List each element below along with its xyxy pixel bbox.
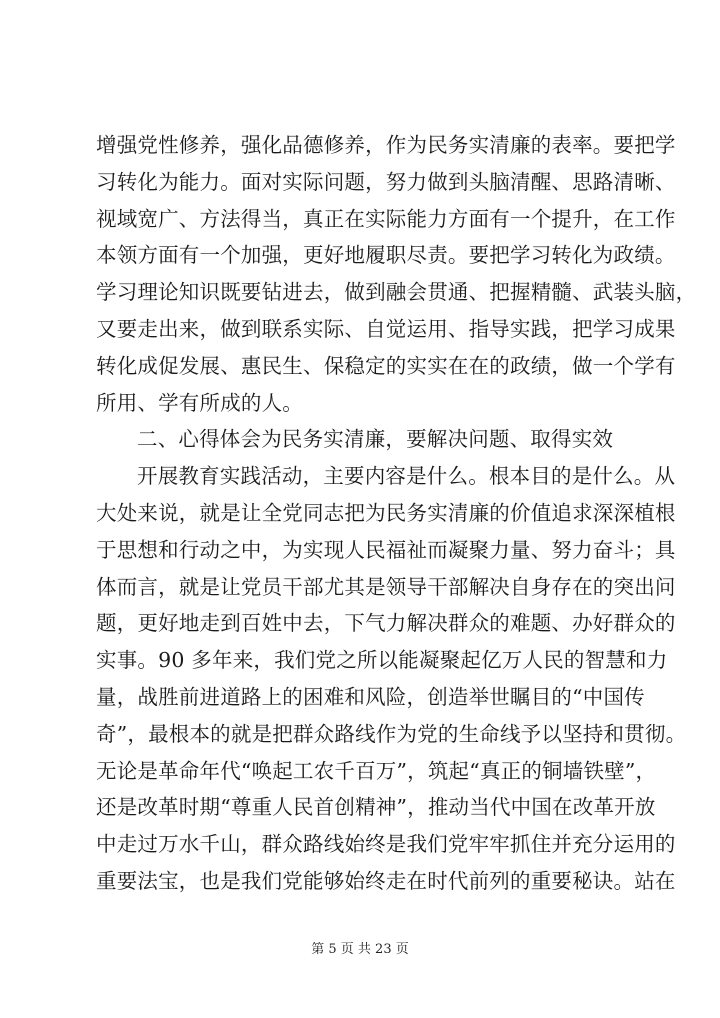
text-line: 本领方面有一个加强，更好地履职尽责。要把学习转化为政绩。 [96, 243, 676, 268]
text-line: 学习理论知识既要钻进去，做到融会贯通、把握精髓、武装头脑， [96, 280, 697, 305]
text-line: 奇”，最根本的就是把群众路线作为党的生命线予以坚持和贯彻。 [96, 721, 687, 746]
text-line: 体而言，就是让党员干部尤其是领导干部解决自身存在的突出问 [96, 574, 676, 599]
text-line: 增强党性修养，强化品德修养，作为民务实清廉的表率。要把学 [96, 133, 676, 157]
text-line: 题，更好地走到百姓中去，下气力解决群众的难题、办好群众的 [96, 611, 676, 636]
text-line: 量，战胜前进道路上的困难和风险，创造举世瞩目的“中国传 [96, 684, 645, 709]
section-heading: 二、心得体会为民务实清廉，要解决问题、取得实效 [137, 427, 614, 452]
text-line: 中走过万水千山，群众路线始终是我们党牢牢抓住并充分运用的 [96, 832, 676, 857]
text-line: 习转化为能力。面对实际问题，努力做到头脑清醒、思路清晰、 [96, 169, 676, 194]
text-line: 实事。90 多年来，我们党之所以能凝聚起亿万人民的智慧和力 [96, 648, 668, 673]
text-line: 还是改革时期“尊重人民首创精神”，推动当代中国在改革开放 [96, 795, 656, 820]
text-line: 重要法宝，也是我们党能够始终走在时代前列的重要秘诀。站在 [96, 868, 676, 893]
text-line: 大处来说，就是让全党同志把为民务实清廉的价值追求深深植根 [96, 500, 676, 525]
text-line: 于思想和行动之中，为实现人民福祉而凝聚力量、努力奋斗；具 [96, 537, 676, 562]
text-line: 又要走出来，做到联系实际、自觉运用、指导实践，把学习成果 [96, 316, 676, 341]
text-line: 所用、学有所成的人。 [96, 390, 303, 415]
text-line: 视域宽广、方法得当，真正在实际能力方面有一个提升，在工作 [96, 206, 676, 231]
text-line: 转化成促发展、惠民生、保稳定的实实在在的政绩，做一个学有 [96, 353, 676, 378]
document-body [96, 127, 697, 900]
text-line: 开展教育实践活动，主要内容是什么。根本目的是什么。从 [137, 464, 676, 489]
text-line: 无论是革命年代“唤起工农千百万”，筑起“真正的铜墙铁壁”， [96, 758, 657, 783]
page-number: 第 5 页 共 23 页 [311, 942, 409, 957]
